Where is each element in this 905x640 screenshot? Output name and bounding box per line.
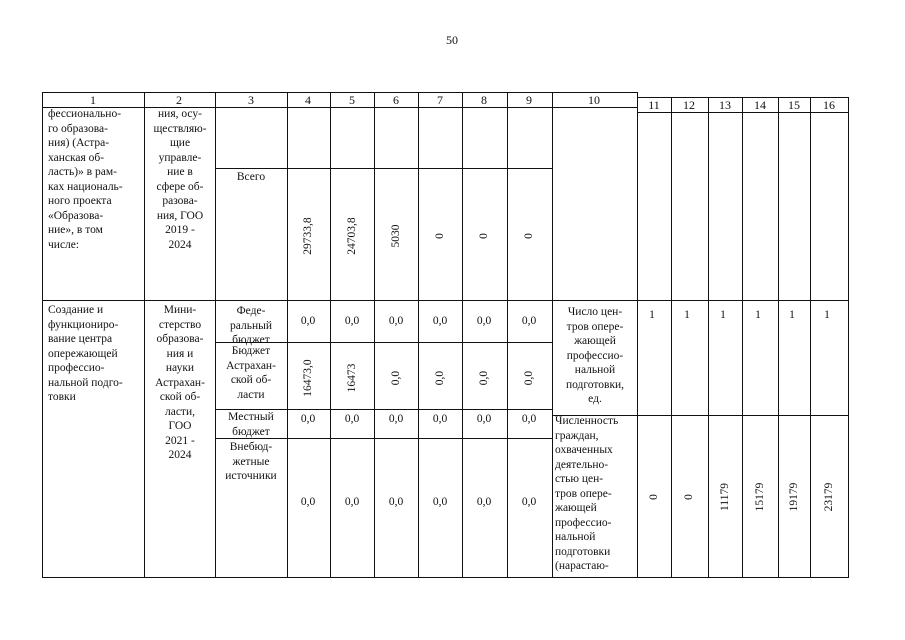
column-header: 6	[393, 93, 399, 107]
grid-line	[507, 92, 508, 108]
funding-value: 0,0	[521, 496, 537, 508]
funding-value: 5030	[390, 224, 402, 248]
funding-value: 16473,0	[302, 359, 314, 397]
grid-line	[144, 92, 145, 108]
column-header: 12	[683, 98, 695, 112]
source-cell: Местный бюджет	[228, 411, 274, 438]
grid-line	[42, 577, 848, 578]
column-header: 2	[176, 93, 182, 107]
funding-value: 0,0	[300, 496, 316, 508]
grid-line	[742, 112, 743, 578]
funding-value: 0	[523, 233, 535, 239]
funding-value: 24703,8	[346, 217, 358, 255]
grid-line	[418, 92, 419, 108]
indicator-cell: Число цен- тров опере- жающей профессио- нальной подготовки, ед.	[565, 306, 625, 405]
grid-line	[848, 112, 849, 578]
column-header: 7	[437, 93, 443, 107]
funding-value: 0,0	[523, 370, 535, 386]
grid-line	[215, 168, 552, 169]
grid-line	[778, 112, 779, 578]
funding-value: 0,0	[476, 413, 492, 425]
responsible-cell: Мини- стерство образова- ния и науки Астрахан- ской об- ласти, ГОО 2021 - 2024	[155, 304, 205, 461]
page-number: 50	[446, 33, 458, 47]
grid-line	[810, 97, 811, 113]
grid-line	[708, 97, 709, 113]
funding-value: 0,0	[390, 370, 402, 386]
source-cell: Бюджет Астрахан- ской об- ласти	[226, 345, 276, 401]
grid-line	[552, 92, 553, 108]
column-header: 14	[754, 98, 766, 112]
grid-line	[637, 97, 638, 113]
column-header: 10	[588, 93, 600, 107]
column-header: 13	[719, 98, 731, 112]
indicator-value: 1	[789, 309, 795, 321]
indicator-value: 19179	[788, 482, 800, 512]
column-header: 4	[305, 93, 311, 107]
grid-line	[810, 112, 811, 578]
grid-line	[42, 92, 43, 108]
grid-line	[778, 97, 779, 113]
funding-value: 0,0	[300, 315, 316, 327]
column-header: 5	[349, 93, 355, 107]
grid-line	[462, 92, 463, 108]
task-name-cell: фессионально- го образова- ния) (Астра- ханская об- ласть)» в рам- ках националь- ного проекта «Образова- ние», в том числе:	[48, 108, 123, 251]
grid-line	[848, 97, 849, 113]
indicator-value: 0	[683, 494, 695, 500]
task-name-cell: Создание и функциониро- вание центра опережающей профессио- нальной подго- товки	[48, 304, 123, 403]
grid-line	[637, 112, 638, 578]
indicator-value: 1	[755, 309, 761, 321]
funding-value: 0,0	[434, 370, 446, 386]
indicator-value: 11179	[719, 483, 731, 511]
funding-value: 29733,8	[302, 217, 314, 255]
grid-line	[215, 92, 216, 108]
column-header: 11	[648, 98, 660, 112]
funding-value: 0,0	[388, 413, 404, 425]
grid-line	[708, 112, 709, 578]
column-header: 15	[788, 98, 800, 112]
source-cell: Внебюд- жетные источники	[225, 441, 277, 482]
funding-value: 0,0	[344, 315, 360, 327]
indicator-value: 1	[824, 309, 830, 321]
grid-line	[552, 107, 553, 578]
funding-value: 0,0	[388, 315, 404, 327]
funding-value: 0,0	[476, 496, 492, 508]
grid-line	[637, 300, 848, 301]
funding-value: 0	[478, 233, 490, 239]
funding-value: 0,0	[521, 413, 537, 425]
source-cell: Феде- ральный бюджет	[230, 305, 272, 346]
grid-line	[287, 92, 288, 108]
funding-value: 0,0	[300, 413, 316, 425]
grid-line	[144, 107, 145, 578]
funding-value: 16473	[346, 363, 358, 393]
funding-value: 0,0	[478, 370, 490, 386]
funding-value: 0,0	[476, 315, 492, 327]
indicator-value: 23179	[823, 482, 835, 512]
grid-line	[42, 92, 637, 93]
source-cell: Всего	[236, 171, 266, 183]
grid-line	[330, 92, 331, 108]
column-header: 8	[481, 93, 487, 107]
indicator-value: 1	[649, 309, 655, 321]
funding-value: 0,0	[432, 496, 448, 508]
funding-value: 0,0	[344, 496, 360, 508]
funding-value: 0	[434, 233, 446, 239]
funding-value: 0,0	[388, 496, 404, 508]
indicator-value: 0	[648, 494, 660, 500]
funding-value: 0,0	[432, 413, 448, 425]
indicator-cell: Численность граждан, охваченных деятельно- стью цен- тров опере- жающей профессио- нальной подготовки (нарастаю-	[555, 415, 619, 572]
grid-line	[42, 300, 637, 301]
grid-line	[374, 92, 375, 108]
funding-value: 0,0	[432, 315, 448, 327]
funding-value: 0,0	[521, 315, 537, 327]
column-header: 3	[248, 93, 254, 107]
column-header: 9	[526, 93, 532, 107]
indicator-value: 1	[684, 309, 690, 321]
funding-value: 0,0	[344, 413, 360, 425]
column-header: 16	[823, 98, 835, 112]
indicator-value: 1	[720, 309, 726, 321]
grid-line	[42, 107, 43, 578]
indicator-value: 15179	[754, 482, 766, 512]
responsible-cell: ния, осу- ществляю- щие управле- ние в сфере об- разова- ния, ГОО 2019 - 2024	[153, 108, 207, 251]
column-header: 1	[90, 93, 96, 107]
grid-line	[671, 112, 672, 578]
grid-line	[671, 97, 672, 113]
grid-line	[742, 97, 743, 113]
